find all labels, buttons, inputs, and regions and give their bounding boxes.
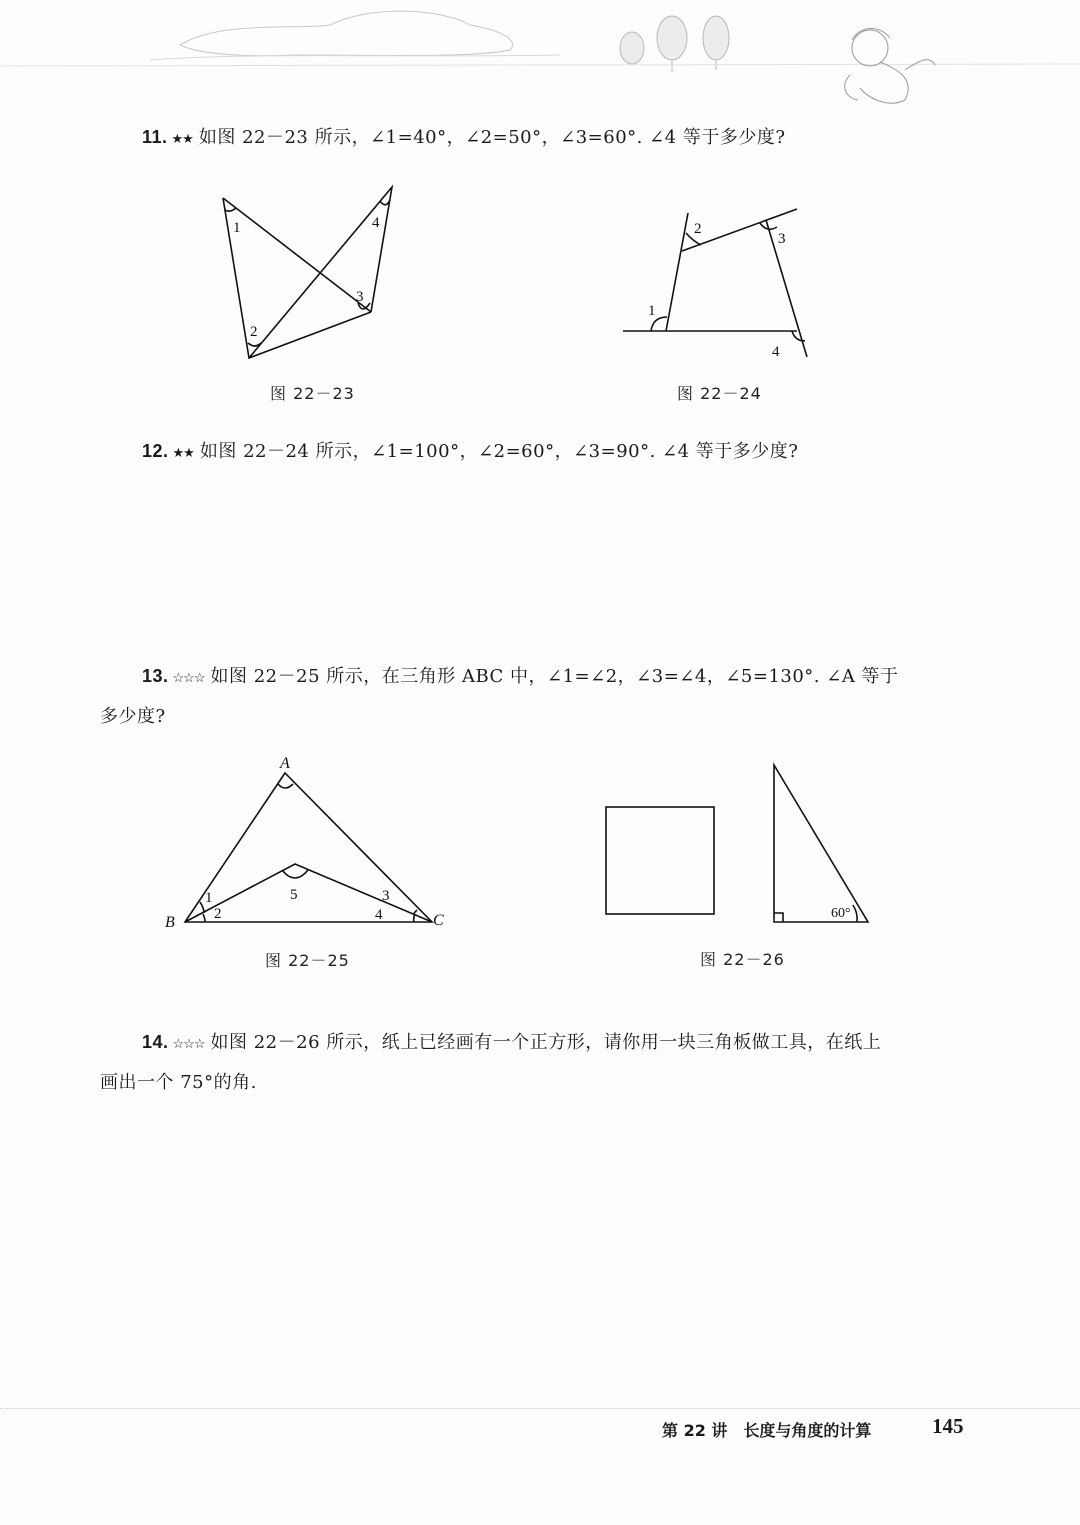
difficulty-stars-icon: ★★ <box>171 132 193 147</box>
problem-text-line-2: 画出一个 75°的角. <box>100 1072 257 1093</box>
problem-text-line-2: 多少度? <box>100 706 166 727</box>
difficulty-stars-icon: ☆☆☆ <box>172 1037 205 1052</box>
problem-number: 11. <box>142 127 168 147</box>
fig23-arc-1 <box>225 208 236 211</box>
fig24-arc-4 <box>792 331 805 341</box>
fig24-label-2: 2 <box>694 221 702 237</box>
fig24-right-side <box>766 220 807 357</box>
problem-13 <box>100 657 950 736</box>
fig23-triangle-left <box>223 198 371 358</box>
fig26-angle-label: 60° <box>831 906 851 921</box>
fig23-label-3: 3 <box>356 289 364 305</box>
problem-text-line-1: 如图 22－25 所示，在三角形 ABC 中，∠1=∠2，∠3=∠4，∠5=130°. ∠A 等于 <box>210 666 899 687</box>
problem-11 <box>142 118 992 159</box>
figure-22-25-caption: 图 22－25 <box>265 951 350 970</box>
fig23-label-1: 1 <box>233 220 241 236</box>
fig25-label-4: 4 <box>375 907 383 923</box>
fig25-label-1: 1 <box>205 890 213 906</box>
fig26-arc-60 <box>853 905 857 922</box>
fig26-set-square <box>774 765 868 922</box>
difficulty-stars-icon: ★★ <box>172 446 194 461</box>
fig25-triangle-abc <box>185 773 432 922</box>
fig25-vertex-b: B <box>165 914 175 931</box>
fig24-label-1: 1 <box>648 303 656 319</box>
fig23-top-left-edge <box>223 198 371 312</box>
fig25-label-2: 2 <box>214 906 222 922</box>
problem-12 <box>142 432 992 473</box>
fig23-label-4: 4 <box>372 215 380 231</box>
fig25-vertex-c: C <box>433 912 444 929</box>
figure-22-23-caption: 图 22－23 <box>270 384 355 403</box>
figure-22-26 <box>595 755 885 935</box>
fig25-arc-b1 <box>200 902 204 913</box>
page-number: 145 <box>932 1414 964 1438</box>
fig25-arc-5 <box>282 870 308 878</box>
problem-14 <box>100 1023 950 1102</box>
fig24-label-3: 3 <box>778 231 786 247</box>
footer-chapter-title: 第 22 讲 长度与角度的计算 <box>662 1421 872 1440</box>
fig25-arc-a <box>278 784 293 788</box>
figure-22-23 <box>200 175 420 375</box>
fig25-vertex-a: A <box>280 755 290 772</box>
fig24-left-side <box>666 213 688 331</box>
fig25-label-3: 3 <box>382 888 390 904</box>
fig25-arc-c3 <box>414 910 417 914</box>
figure-22-26-caption: 图 22－26 <box>700 950 785 969</box>
fig23-label-2: 2 <box>250 324 258 340</box>
cartoon-character-icon <box>845 28 935 103</box>
problem-text-line-1: 如图 22－26 所示，纸上已经画有一个正方形，请你用一块三角板做工具，在纸上 <box>210 1032 882 1053</box>
figure-22-24-caption: 图 22－24 <box>677 384 762 403</box>
fig24-arc-1 <box>651 317 667 331</box>
difficulty-stars-icon: ☆☆☆ <box>172 671 205 686</box>
fig24-label-4: 4 <box>772 344 780 360</box>
problem-text: 如图 22－24 所示，∠1=100°，∠2=60°，∠3=90°. ∠4 等于多少度? <box>199 441 799 462</box>
figure-22-24 <box>615 195 815 365</box>
figure-22-25 <box>160 750 460 940</box>
header-decoration <box>0 0 1080 120</box>
fig25-label-5: 5 <box>290 887 298 903</box>
fig25-inner-lines <box>185 864 432 922</box>
fig25-arc-b2 <box>203 914 205 922</box>
problem-number: 13. <box>142 666 169 686</box>
fig26-square <box>606 807 714 914</box>
cloud-icon <box>150 11 560 60</box>
fig26-right-angle-mark <box>774 913 783 922</box>
footer-divider <box>0 1408 1080 1409</box>
fig25-arc-c4 <box>414 914 415 922</box>
trees-icon <box>620 16 729 72</box>
fig23-arc-2 <box>248 343 261 346</box>
problem-number: 12. <box>142 441 169 461</box>
problem-number: 14. <box>142 1032 169 1052</box>
problem-text: 如图 22－23 所示，∠1=40°，∠2=50°，∠3=60°. ∠4 等于多少度? <box>198 127 786 148</box>
